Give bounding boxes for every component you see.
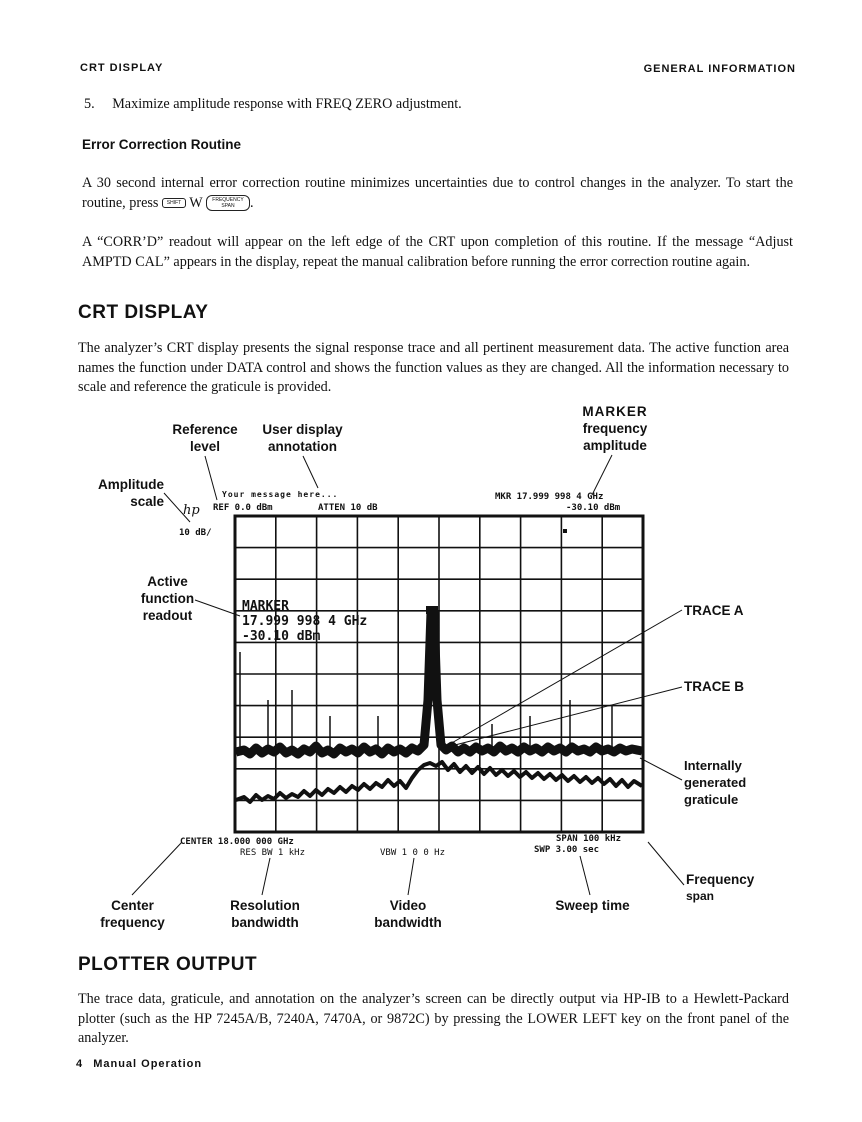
step-number: 5. [84, 96, 95, 112]
crt-ref-level: REF 0.0 dBm [213, 503, 273, 513]
crt-span: SPAN 100 kHz [556, 834, 622, 844]
video-callout-l2: bandwidth [374, 915, 442, 930]
reference-level-callout [165, 421, 245, 455]
marker-callout [560, 403, 670, 454]
crt-marker-amp: -30.10 dBm [566, 503, 621, 513]
plotter-output-para: The trace data, graticule, and annotation on the analyzer’s screen can be directly output via HP-IB to a Hewlett-Packard plotter (such as the HP 7245A/B, 7240A, 7470A, or 9872C) by pressing the LOWER LEFT key on the front panel of the analyzer. [78, 991, 789, 1046]
amp-callout-l2: scale [130, 494, 164, 509]
error-routine-heading: Error Correction Routine [82, 137, 242, 152]
user-callout-l2: annotation [268, 439, 337, 454]
footer-title: Manual Operation [93, 1058, 203, 1070]
readout-amplitude: -30.10 dBm [242, 629, 321, 644]
trace-a [236, 612, 642, 754]
para1-end: . [249, 194, 254, 211]
graticule-callout-l2: generated [684, 775, 747, 790]
crt-user-message: Your message here... [222, 490, 339, 499]
marker-callout-l2: frequency [582, 421, 648, 436]
graticule-callout [684, 757, 746, 808]
sweep-time-callout: Sweep time [555, 898, 630, 913]
video-bandwidth-callout [364, 897, 452, 931]
amplitude-scale-callout [84, 476, 164, 510]
marker-callout-l1: MARKER [582, 404, 648, 419]
active-function-callout [125, 573, 210, 624]
trace-b-callout: TRACE B [684, 679, 744, 694]
trace-a-marker [426, 606, 438, 614]
marker-callout-l3: amplitude [583, 438, 647, 453]
frequency-span-callout [686, 871, 754, 905]
user-callout-l1: User display [262, 422, 343, 437]
resolution-bandwidth-callout [220, 897, 310, 931]
video-callout-l1: Video [389, 898, 427, 913]
callout-leader-lines [132, 455, 684, 895]
error-routine-para2: A “CORR’D” readout will appear on the left edge of the CRT upon completion of this routine. If the message “Adjust AMPTD CAL” appears in the display, repeat the manual calibration before running the error correction routine again. [82, 234, 793, 270]
freq-key-line2: SPAN [221, 203, 235, 210]
page-number: 4 [76, 1058, 84, 1070]
running-header-right: GENERAL INFORMATION [643, 63, 796, 75]
trace-b [236, 762, 642, 802]
frequency-span-key [206, 195, 250, 211]
crt-display-heading: CRT DISPLAY [78, 302, 209, 323]
step-text: Maximize amplitude response with FREQ ZERO adjustment. [112, 96, 462, 112]
active-callout-l1: Active [147, 574, 188, 589]
res-callout-l2: bandwidth [231, 915, 299, 930]
center-callout-l2: frequency [100, 915, 165, 930]
graticule-vertical-lines [276, 516, 602, 832]
page-footer [76, 1058, 202, 1070]
readout-frequency: 17.999 998 4 GHz [242, 614, 368, 629]
crt-center-frequency: CENTER 18.000 000 GHz [180, 837, 294, 847]
active-function-readout [242, 599, 367, 644]
crt-res-bw: RES BW 1 kHz [240, 848, 306, 858]
shift-key [162, 198, 186, 208]
span-callout-l1: Frequency [686, 872, 755, 887]
res-callout-l1: Resolution [230, 898, 300, 913]
trace-a-spikes [240, 652, 612, 752]
graticule-callout-l3: graticule [684, 792, 739, 807]
crt-marker-top: MKR 17.999 998 4 GHz [495, 492, 604, 502]
freq-key-line1: FREQUENCY [212, 197, 244, 204]
trace-a-callout: TRACE A [684, 603, 744, 618]
active-callout-l2: function [140, 591, 195, 606]
graticule-horizontal-lines [235, 548, 643, 801]
user-display-callout [255, 421, 350, 455]
error-routine-para1 [82, 174, 793, 213]
crt-amplitude-scale: 10 dB/ [179, 528, 212, 538]
crt-sweep-time: SWP 3.00 sec [534, 845, 600, 855]
center-frequency-callout [90, 897, 175, 931]
crt-marker-indicator [563, 529, 567, 533]
w-key-letter: W [189, 194, 203, 211]
ref-callout-l1: Reference [172, 422, 238, 437]
active-callout-l3: readout [142, 608, 193, 623]
graticule-callout-l1: Internally [684, 758, 742, 773]
crt-vbw: VBW 1 0 0 Hz [380, 848, 446, 858]
graticule-frame [235, 516, 643, 832]
amp-callout-l1: Amplitude [98, 477, 164, 492]
ref-callout-l2: level [189, 439, 221, 454]
shift-key-label: SHIFT [166, 200, 182, 207]
readout-label: MARKER [242, 599, 289, 614]
para1-text: A 30 second internal error correction routine minimizes uncertainties due to control changes in the analyzer. To start the routine, press [82, 175, 793, 211]
plotter-output-heading: PLOTTER OUTPUT [78, 954, 258, 975]
hp-logo: hp [183, 503, 200, 518]
center-callout-l1: Center [111, 898, 154, 913]
step-5 [84, 95, 462, 115]
span-callout-l2: span [686, 889, 715, 903]
crt-display-para: The analyzer’s CRT display presents the signal response trace and all pertinent measurement data. The active function area names the function under DATA control and shows the function values as they are changed. All the information necessary to scale and reference the graticule is provided. [78, 340, 789, 395]
running-header-left: CRT DISPLAY [80, 62, 164, 74]
crt-atten: ATTEN 10 dB [318, 503, 378, 513]
